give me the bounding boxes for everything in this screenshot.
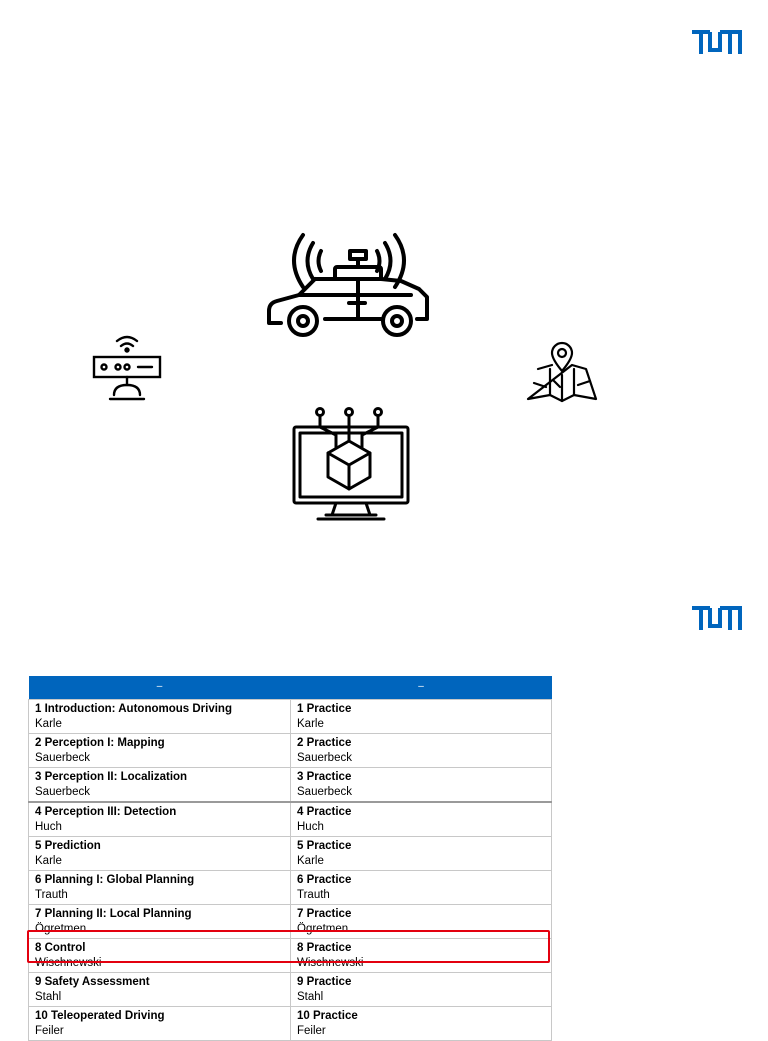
practice-cell-title: 8 Practice	[297, 942, 352, 954]
practice-cell-lecturer: Sauerbeck	[297, 751, 352, 764]
practice-cell-lecturer: Ögretmen	[297, 922, 349, 935]
lecture-cell-title: 4 Perception III: Detection	[35, 806, 177, 818]
practice-cell-title: 6 Practice	[297, 874, 352, 886]
practice-cell	[291, 802, 552, 837]
table-row	[29, 837, 552, 871]
table-row	[29, 973, 552, 1007]
practice-cell-title: 5 Practice	[297, 840, 352, 852]
table-row	[29, 700, 552, 734]
practice-cell	[291, 939, 552, 973]
practice-cell	[291, 734, 552, 768]
practice-cell-title: 7 Practice	[297, 908, 352, 920]
lecture-cell-title: 7 Planning II: Local Planning	[35, 908, 192, 920]
lecture-cell-lecturer: Sauerbeck	[35, 785, 90, 798]
tum-logo-icon	[690, 604, 742, 630]
table-row	[29, 871, 552, 905]
lecture-cell	[29, 700, 291, 734]
lecture-cell-lecturer: Ögretmen	[35, 922, 87, 935]
practice-cell	[291, 768, 552, 803]
lecture-cell-lecturer: Stahl	[35, 990, 62, 1003]
practice-cell-lecturer: Trauth	[297, 888, 330, 901]
practice-cell-lecturer: Stahl	[297, 990, 324, 1003]
lecture-cell	[29, 734, 291, 768]
lecture-schedule-table	[28, 676, 552, 1041]
practice-cell-lecturer: Feiler	[297, 1024, 326, 1037]
practice-cell	[291, 973, 552, 1007]
table-row	[29, 768, 552, 803]
practice-cell-lecturer: Karle	[297, 717, 324, 730]
lecture-cell	[29, 768, 291, 803]
lecture-cell-lecturer: Huch	[35, 820, 62, 833]
practice-cell-title: 2 Practice	[297, 737, 352, 749]
table-row	[29, 802, 552, 837]
table-row	[29, 939, 552, 973]
tum-logo-icon	[690, 28, 742, 54]
practice-cell	[291, 871, 552, 905]
lecture-cell	[29, 802, 291, 837]
table-row	[29, 905, 552, 939]
lecture-cell-title: 2 Perception I: Mapping	[35, 737, 165, 749]
practice-cell-lecturer: Karle	[297, 854, 324, 867]
lecture-cell-title: 5 Prediction	[35, 840, 101, 852]
lecture-cell-title: 10 Teleoperated Driving	[35, 1010, 165, 1022]
practice-cell-lecturer: Huch	[297, 820, 324, 833]
lecture-cell-title: 3 Perception II: Localization	[35, 771, 188, 783]
practice-cell-title: 4 Practice	[297, 806, 352, 818]
lecture-cell-title: 1 Introduction: Autonomous Driving	[35, 703, 232, 715]
practice-cell	[291, 905, 552, 939]
practice-cell-title: 1 Practice	[297, 703, 352, 715]
lecture-cell	[29, 905, 291, 939]
lecture-cell	[29, 973, 291, 1007]
monitor-cube-icon	[290, 405, 412, 527]
practice-cell-title: 10 Practice	[297, 1010, 358, 1022]
lecture-cell-title: 8 Control	[35, 942, 86, 954]
practice-cell-title: 9 Practice	[297, 976, 352, 988]
lecture-cell-lecturer: Karle	[35, 854, 62, 867]
lecture-cell-title: 6 Planning I: Global Planning	[35, 874, 195, 886]
lecture-cell-lecturer: Karle	[35, 717, 62, 730]
practice-cell-lecturer: Wischnewski	[297, 956, 364, 969]
map-pin-icon	[526, 341, 598, 405]
header-practice: –	[291, 676, 552, 700]
practice-cell-title: 3 Practice	[297, 771, 352, 783]
lecture-cell-lecturer: Trauth	[35, 888, 68, 901]
practice-cell-lecturer: Sauerbeck	[297, 785, 352, 798]
header-lecture: –	[29, 676, 291, 700]
autonomous-car-icon	[265, 225, 433, 343]
table-row	[29, 734, 552, 768]
lecture-cell-lecturer: Wischnewski	[35, 956, 102, 969]
practice-cell	[291, 700, 552, 734]
lecture-cell-lecturer: Sauerbeck	[35, 751, 90, 764]
wifi-router-icon	[90, 333, 164, 403]
lecture-cell	[29, 871, 291, 905]
lecture-cell-lecturer: Feiler	[35, 1024, 64, 1037]
table-header-row	[29, 676, 552, 700]
lecture-cell	[29, 939, 291, 973]
lecture-cell	[29, 837, 291, 871]
practice-cell	[291, 837, 552, 871]
lecture-cell-title: 9 Safety Assessment	[35, 976, 150, 988]
